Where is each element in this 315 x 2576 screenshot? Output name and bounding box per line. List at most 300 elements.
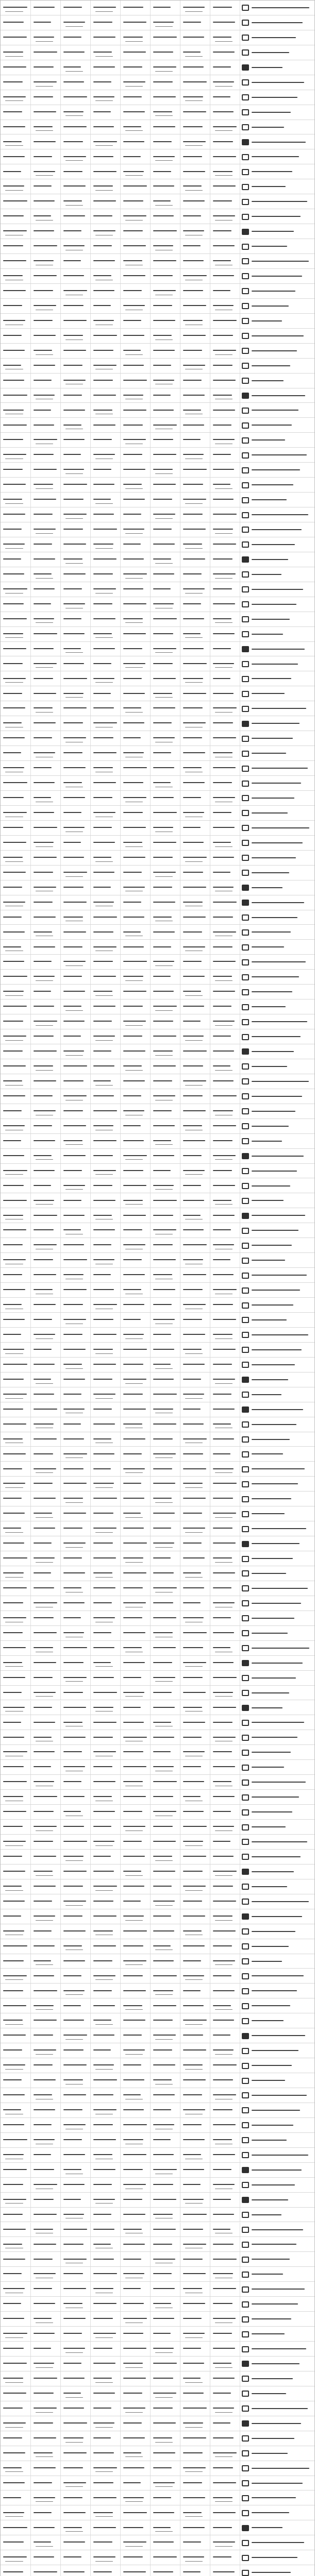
illegible-text-stroke [36, 846, 53, 847]
illegible-text-stroke [183, 2482, 202, 2483]
table-cell [210, 1701, 240, 1715]
table-cell [90, 2416, 120, 2431]
table-cell [150, 2148, 180, 2162]
table-cell [60, 940, 90, 954]
illegible-text-stroke [63, 1215, 85, 1216]
illegible-text-stroke [153, 872, 176, 873]
table-cell [180, 1551, 210, 1566]
table-cell [240, 2342, 314, 2356]
illegible-text-stroke [63, 439, 85, 440]
table-cell [150, 1760, 180, 1774]
table-cell [240, 2103, 314, 2117]
illegible-text-stroke [183, 2020, 207, 2021]
illegible-text-stroke [63, 1751, 82, 1752]
illegible-text-stroke [93, 484, 114, 485]
illegible-text-stroke [63, 2109, 82, 2110]
illegible-text-stroke [65, 1547, 83, 1548]
table-cell [120, 1343, 150, 1357]
illegible-text-stroke [63, 2393, 81, 2394]
illegible-text-stroke [123, 1737, 147, 1738]
illegible-text-stroke [34, 454, 54, 455]
illegible-text-stroke [3, 2571, 23, 2572]
illegible-text-stroke [93, 1319, 113, 1320]
illegible-text-stroke [125, 1204, 143, 1205]
table-cell [1, 388, 30, 403]
illegible-text-stroke [63, 558, 82, 560]
table-cell [240, 2520, 314, 2535]
table-cell [60, 418, 90, 432]
table-cell [180, 1998, 210, 2013]
table-cell [60, 1492, 90, 1506]
illegible-text-stroke [36, 533, 53, 534]
illegible-text-stroke [63, 22, 85, 23]
illegible-text-stroke [65, 1905, 83, 1906]
illegible-text-stroke [63, 1513, 86, 1514]
table-cell [90, 1701, 120, 1715]
table-cell [60, 582, 90, 597]
illegible-text-stroke [34, 2049, 56, 2050]
illegible-text-stroke [252, 2423, 301, 2424]
table-cell [210, 254, 240, 268]
illegible-text-stroke [183, 2348, 201, 2349]
table-cell [120, 1372, 150, 1387]
table-cell [150, 2297, 180, 2311]
illegible-text-stroke [153, 842, 176, 843]
illegible-text-stroke [34, 1200, 54, 1201]
table-row [1, 552, 314, 567]
illegible-text-stroke [93, 902, 114, 903]
illegible-text-stroke [252, 634, 283, 635]
illegible-text-stroke [183, 2049, 206, 2050]
illegible-text-stroke [213, 52, 235, 53]
illegible-text-stroke [65, 26, 83, 27]
illegible-text-stroke [93, 1901, 113, 1902]
illegible-text-stroke [63, 1185, 85, 1186]
illegible-text-stroke [252, 1036, 301, 1037]
illegible-text-stroke [5, 1577, 23, 1578]
table-cell [1, 985, 30, 999]
illegible-text-stroke [3, 1662, 22, 1663]
illegible-text-stroke [34, 2169, 54, 2170]
illegible-text-stroke [123, 1632, 145, 1633]
table-cell [180, 1372, 210, 1387]
table-cell [210, 1850, 240, 1864]
illegible-text-stroke [123, 946, 144, 947]
table-cell [240, 2193, 314, 2207]
illegible-text-stroke [5, 2561, 23, 2562]
table-cell [180, 1492, 210, 1506]
symbol-glyph-icon [242, 1004, 249, 1010]
illegible-text-stroke [153, 395, 171, 396]
table-cell [90, 1969, 120, 1983]
illegible-text-stroke [3, 1334, 21, 1335]
table-cell [1, 1014, 30, 1029]
table-cell [60, 90, 90, 105]
illegible-text-stroke [213, 2363, 231, 2364]
table-cell [210, 2401, 240, 2416]
table-cell [150, 582, 180, 597]
table-cell [150, 1208, 180, 1223]
illegible-text-stroke [213, 1796, 235, 1797]
illegible-text-stroke [93, 1274, 111, 1275]
table-cell [30, 1164, 60, 1178]
table-cell [1, 90, 30, 105]
table-cell [30, 2163, 60, 2177]
illegible-text-stroke [183, 1483, 203, 1484]
table-cell [90, 239, 120, 253]
table-cell [240, 403, 314, 417]
illegible-text-stroke [153, 1274, 172, 1275]
table-cell [1, 836, 30, 850]
illegible-text-stroke [3, 767, 24, 768]
table-cell [60, 1447, 90, 1461]
table-cell [210, 1686, 240, 1700]
table-cell [90, 1089, 120, 1104]
illegible-text-stroke [63, 290, 87, 291]
table-row [1, 2312, 314, 2327]
table-cell [90, 2178, 120, 2192]
table-cell [180, 1939, 210, 1954]
table-cell [180, 1745, 210, 1759]
table-cell [60, 433, 90, 447]
illegible-text-stroke [153, 469, 173, 470]
symbol-glyph-icon [242, 79, 249, 86]
table-cell [150, 2252, 180, 2266]
illegible-text-stroke [213, 425, 231, 426]
illegible-text-stroke [252, 872, 289, 873]
symbol-glyph-icon [242, 378, 249, 384]
table-cell [240, 2490, 314, 2505]
table-cell [180, 2371, 210, 2386]
illegible-text-stroke [213, 1692, 233, 1693]
illegible-text-stroke [93, 37, 115, 38]
table-cell [1, 1298, 30, 1312]
illegible-text-stroke [123, 1528, 144, 1529]
table-cell [60, 522, 90, 537]
table-cell [90, 1686, 120, 1700]
illegible-text-stroke [34, 2541, 51, 2543]
table-cell [30, 1626, 60, 1640]
table-row [1, 2520, 314, 2535]
table-cell [1, 1566, 30, 1581]
table-cell [180, 2342, 210, 2356]
illegible-text-stroke [3, 7, 27, 8]
table-cell [210, 1596, 240, 1611]
illegible-text-stroke [155, 1144, 173, 1145]
illegible-text-stroke [153, 976, 171, 977]
illegible-text-stroke [213, 1901, 236, 1902]
table-cell [180, 1253, 210, 1267]
table-cell [90, 1566, 120, 1581]
symbol-glyph-icon [242, 1780, 249, 1786]
illegible-text-stroke [3, 2124, 24, 2125]
illegible-text-stroke [183, 1229, 204, 1230]
table-cell [1, 1865, 30, 1879]
table-cell [30, 1149, 60, 1163]
table-cell [30, 686, 60, 701]
illegible-text-stroke [213, 2273, 233, 2274]
table-cell [240, 433, 314, 447]
table-cell [120, 1671, 150, 1685]
illegible-text-stroke [125, 86, 143, 87]
illegible-text-stroke [252, 708, 306, 709]
table-cell [1, 2133, 30, 2147]
illegible-text-stroke [215, 2456, 233, 2457]
table-cell [150, 299, 180, 313]
illegible-text-stroke [123, 529, 144, 530]
illegible-text-stroke [34, 663, 57, 664]
table-cell [150, 1193, 180, 1208]
table-cell [120, 120, 150, 134]
table-cell [150, 1566, 180, 1581]
table-cell [90, 1477, 120, 1491]
illegible-text-stroke [3, 2049, 22, 2050]
illegible-text-stroke [213, 842, 231, 843]
illegible-text-stroke [183, 976, 205, 977]
table-cell [30, 791, 60, 805]
illegible-text-stroke [63, 1841, 87, 1842]
illegible-text-stroke [34, 1722, 55, 1723]
table-cell [150, 314, 180, 328]
table-cell [30, 2088, 60, 2103]
table-cell [1, 2013, 30, 2028]
illegible-text-stroke [125, 1517, 143, 1518]
illegible-text-stroke [3, 245, 23, 246]
illegible-text-stroke [3, 2422, 26, 2424]
illegible-text-stroke [3, 1080, 22, 1081]
illegible-text-stroke [123, 1722, 144, 1723]
illegible-text-stroke [63, 200, 82, 201]
table-cell [210, 567, 240, 582]
illegible-text-stroke [5, 2471, 23, 2472]
table-cell [210, 30, 240, 45]
illegible-text-stroke [183, 917, 206, 918]
table-cell [150, 2490, 180, 2505]
table-cell [30, 1686, 60, 1700]
table-cell [180, 1521, 210, 1536]
table-cell [1, 1790, 30, 1804]
table-cell [1, 671, 30, 686]
table-row [1, 1193, 314, 1208]
table-cell [30, 851, 60, 865]
table-cell [90, 1596, 120, 1611]
table-cell [120, 1044, 150, 1059]
table-row [1, 656, 314, 671]
table-row [1, 359, 314, 374]
table-cell [210, 1820, 240, 1834]
illegible-text-stroke [93, 797, 112, 798]
table-cell [1, 1730, 30, 1744]
illegible-text-stroke [123, 2408, 145, 2409]
illegible-text-stroke [93, 931, 113, 933]
table-cell [210, 1343, 240, 1357]
table-cell [240, 2252, 314, 2266]
illegible-text-stroke [153, 2049, 172, 2050]
illegible-text-stroke [63, 797, 85, 798]
table-cell [90, 1208, 120, 1223]
illegible-text-stroke [183, 648, 204, 649]
table-cell [180, 90, 210, 105]
illegible-text-stroke [213, 2556, 231, 2557]
illegible-text-stroke [213, 1602, 235, 1603]
illegible-text-stroke [63, 1334, 82, 1335]
illegible-text-stroke [93, 544, 113, 545]
illegible-text-stroke [34, 1050, 57, 1052]
table-cell [240, 120, 314, 134]
illegible-text-stroke [65, 71, 83, 72]
table-cell [60, 985, 90, 999]
illegible-text-stroke [63, 782, 82, 783]
illegible-text-stroke [153, 1229, 176, 1230]
illegible-text-stroke [63, 1304, 83, 1305]
table-cell [30, 1521, 60, 1536]
illegible-text-stroke [3, 320, 25, 321]
table-cell [180, 940, 210, 954]
illegible-text-stroke [93, 1766, 112, 1767]
illegible-text-stroke [63, 1080, 84, 1081]
illegible-text-stroke [252, 2542, 304, 2543]
table-row [1, 537, 314, 552]
table-cell [210, 1104, 240, 1118]
table-cell [90, 1820, 120, 1834]
table-row [1, 418, 314, 433]
illegible-text-stroke [153, 1572, 174, 1573]
table-cell [240, 806, 314, 820]
table-cell [60, 656, 90, 671]
illegible-text-stroke [3, 96, 26, 97]
table-cell [150, 1447, 180, 1461]
illegible-text-stroke [34, 603, 51, 604]
symbol-glyph-icon [242, 1630, 249, 1636]
table-cell [150, 2103, 180, 2117]
illegible-text-stroke [153, 693, 172, 694]
table-cell [210, 299, 240, 313]
table-row [1, 597, 314, 612]
table-cell [60, 164, 90, 179]
symbol-glyph-icon [242, 1183, 249, 1189]
table-cell [210, 284, 240, 298]
illegible-text-stroke [252, 7, 309, 8]
table-cell [120, 597, 150, 612]
illegible-text-stroke [3, 1259, 26, 1260]
illegible-text-stroke [183, 618, 204, 619]
illegible-text-stroke [3, 1423, 26, 1425]
illegible-text-stroke [252, 529, 302, 530]
table-row [1, 463, 314, 478]
table-cell [150, 329, 180, 343]
table-cell [210, 1134, 240, 1148]
illegible-text-stroke [183, 1647, 203, 1648]
illegible-text-stroke [183, 2378, 201, 2379]
illegible-text-stroke [36, 354, 53, 355]
illegible-text-stroke [123, 1841, 142, 1842]
illegible-text-stroke [34, 693, 56, 694]
illegible-text-stroke [183, 395, 205, 396]
table-cell [210, 2490, 240, 2505]
table-cell [60, 1998, 90, 2013]
illegible-text-stroke [93, 1453, 114, 1454]
table-cell [1, 2163, 30, 2177]
illegible-text-stroke [213, 902, 237, 903]
illegible-text-stroke [213, 558, 233, 560]
illegible-text-stroke [123, 976, 143, 977]
table-cell [120, 2267, 150, 2281]
table-cell [60, 1193, 90, 1208]
illegible-text-stroke [213, 156, 236, 157]
illegible-text-stroke [213, 1617, 231, 1618]
illegible-text-stroke [153, 722, 172, 723]
illegible-text-stroke [34, 1945, 55, 1946]
table-cell [60, 1283, 90, 1297]
table-cell [30, 45, 60, 60]
illegible-text-stroke [63, 245, 85, 246]
illegible-text-stroke [123, 350, 141, 351]
illegible-text-stroke [34, 1901, 52, 1902]
illegible-text-stroke [213, 1841, 230, 1842]
table-cell [150, 1536, 180, 1551]
symbol-glyph-icon [242, 795, 249, 801]
illegible-text-stroke [93, 2452, 114, 2453]
illegible-text-stroke [63, 1557, 82, 1558]
illegible-text-stroke [3, 1110, 22, 1111]
illegible-text-stroke [3, 52, 23, 53]
table-cell [210, 1119, 240, 1133]
table-cell [30, 1, 60, 15]
illegible-text-stroke [63, 2229, 87, 2230]
symbol-glyph-icon [242, 646, 249, 652]
illegible-text-stroke [213, 1423, 231, 1425]
illegible-text-stroke [34, 544, 52, 545]
table-cell [30, 761, 60, 775]
table-cell [1, 746, 30, 760]
table-cell [30, 60, 60, 75]
illegible-text-stroke [123, 2393, 142, 2394]
illegible-text-stroke [183, 2527, 205, 2528]
table-cell [1, 2103, 30, 2117]
illegible-text-stroke [153, 1110, 172, 1111]
illegible-text-stroke [123, 454, 142, 455]
symbol-glyph-icon [242, 1347, 249, 1353]
illegible-text-stroke [63, 1170, 82, 1171]
illegible-text-stroke [93, 1886, 117, 1887]
illegible-text-stroke [93, 1737, 113, 1738]
illegible-text-stroke [213, 260, 231, 261]
table-cell [180, 45, 210, 60]
table-cell [240, 1506, 314, 1521]
table-cell [120, 2312, 150, 2326]
table-cell [240, 895, 314, 910]
table-cell [30, 2028, 60, 2043]
illegible-text-stroke [3, 782, 27, 783]
table-cell [30, 2505, 60, 2520]
illegible-text-stroke [34, 2318, 52, 2319]
illegible-text-stroke [34, 141, 56, 142]
illegible-text-stroke [252, 1364, 295, 1365]
illegible-text-stroke [34, 1229, 54, 1230]
illegible-text-stroke [155, 115, 173, 116]
illegible-text-stroke [213, 2020, 234, 2021]
table-cell [30, 1014, 60, 1029]
table-cell [30, 582, 60, 597]
illegible-text-stroke [215, 1070, 233, 1071]
illegible-text-stroke [34, 1319, 52, 1320]
table-cell [120, 2208, 150, 2222]
table-cell [120, 1477, 150, 1491]
table-cell [90, 1865, 120, 1879]
table-cell [120, 1715, 150, 1730]
table-cell [30, 1611, 60, 1625]
table-cell [1, 1059, 30, 1074]
